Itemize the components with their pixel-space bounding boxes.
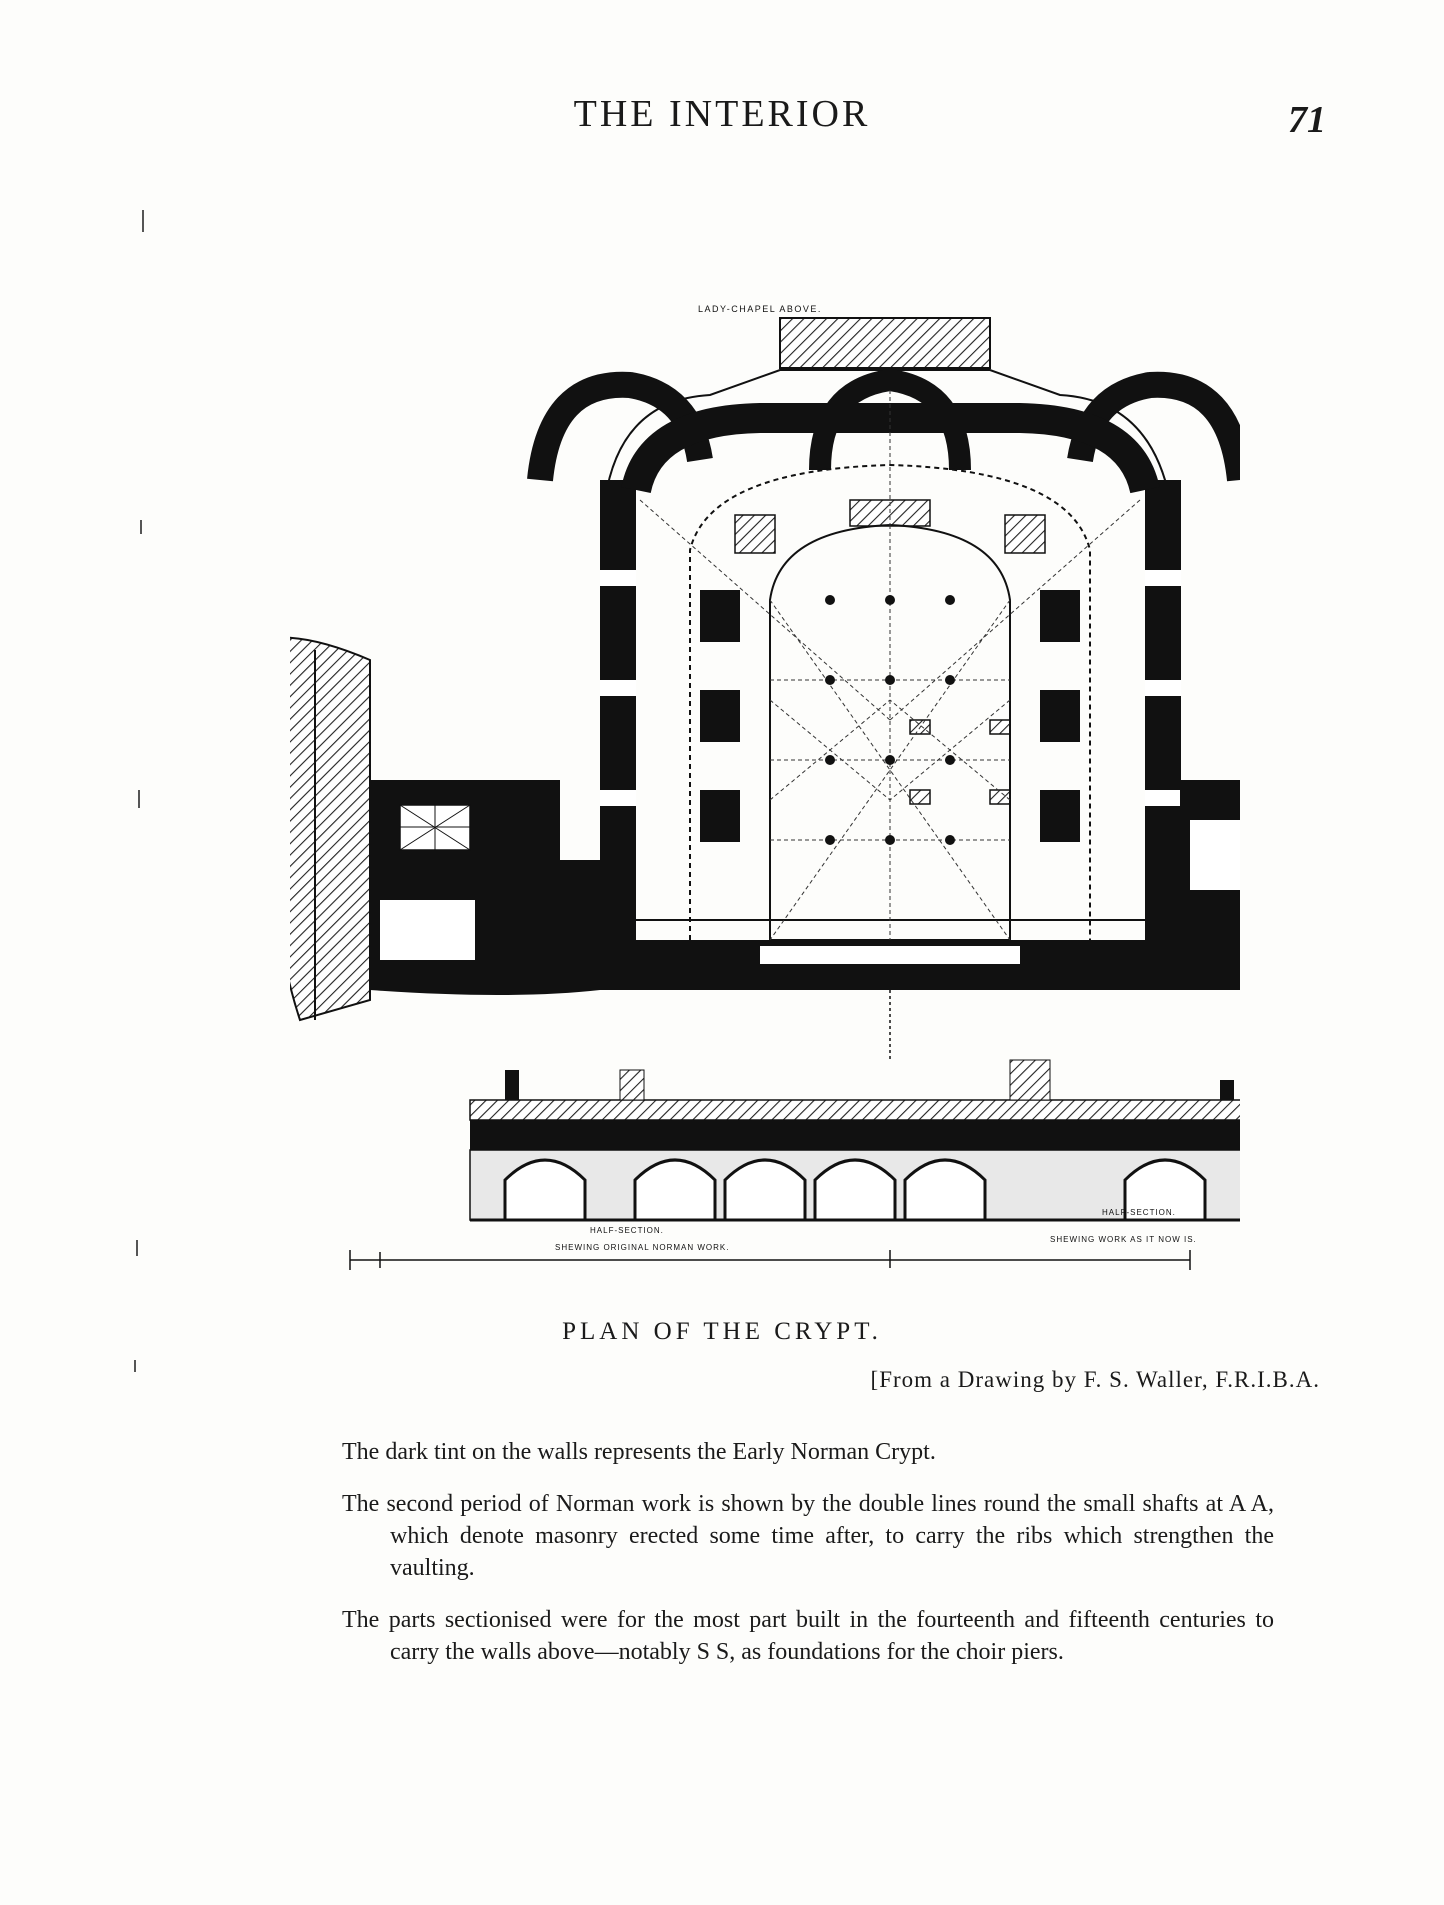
far-left-hatched-wall xyxy=(290,638,370,1021)
note-paragraph: The parts sectionised were for the most part built in the fourteenth and fifteenth centuries to carry the walls above—notably S S, as foundations for the choir piers. xyxy=(342,1607,1274,1665)
left-annex-vault xyxy=(400,805,470,850)
label-original-norman-work: SHEWING ORIGINAL NORMAN WORK. xyxy=(555,1243,730,1252)
margin-speck xyxy=(134,1360,136,1372)
outer-wall-right xyxy=(1145,480,1181,950)
margin-speck xyxy=(138,790,140,808)
note-paragraph: The second period of Norman work is shown by the double lines round the small shafts at A A, which denote masonry erected some time after, to carry the ribs which strengthen the vaulting. xyxy=(342,1491,1274,1581)
note-paragraph: The dark tint on the walls represents the Early Norman Crypt. xyxy=(342,1439,936,1465)
label-half-section-right: HALF-SECTION. xyxy=(1102,1208,1176,1217)
explanatory-notes xyxy=(342,1436,1274,1688)
vault-ribs xyxy=(640,390,1140,940)
crypt-section xyxy=(470,1060,1240,1220)
figure-caption-title: PLAN OF THE CRYPT. xyxy=(562,1318,882,1345)
margin-speck xyxy=(140,520,142,534)
crypt-plan-drawing xyxy=(290,300,1240,1280)
scale-bar xyxy=(350,1250,1190,1270)
margin-speck xyxy=(142,210,144,232)
label-lady-chapel: LADY-CHAPEL ABOVE. xyxy=(698,304,822,314)
left-annex-opening xyxy=(380,900,475,960)
running-title: THE INTERIOR xyxy=(573,93,871,135)
outer-wall-left xyxy=(600,480,636,950)
figure-caption-credit: [From a Drawing by F. S. Waller, F.R.I.B.A. xyxy=(870,1367,1320,1392)
label-half-section-left: HALF-SECTION. xyxy=(590,1226,664,1235)
label-work-as-it-now-is: SHEWING WORK AS IT NOW IS. xyxy=(1050,1235,1197,1244)
margin-speck xyxy=(136,1240,138,1256)
crypt-plan-illustration xyxy=(290,300,1240,1280)
lady-chapel-wall xyxy=(780,318,990,368)
right-annex-room xyxy=(1190,820,1240,890)
west-doorway xyxy=(760,946,1020,964)
page-number: 71 xyxy=(1288,99,1326,141)
